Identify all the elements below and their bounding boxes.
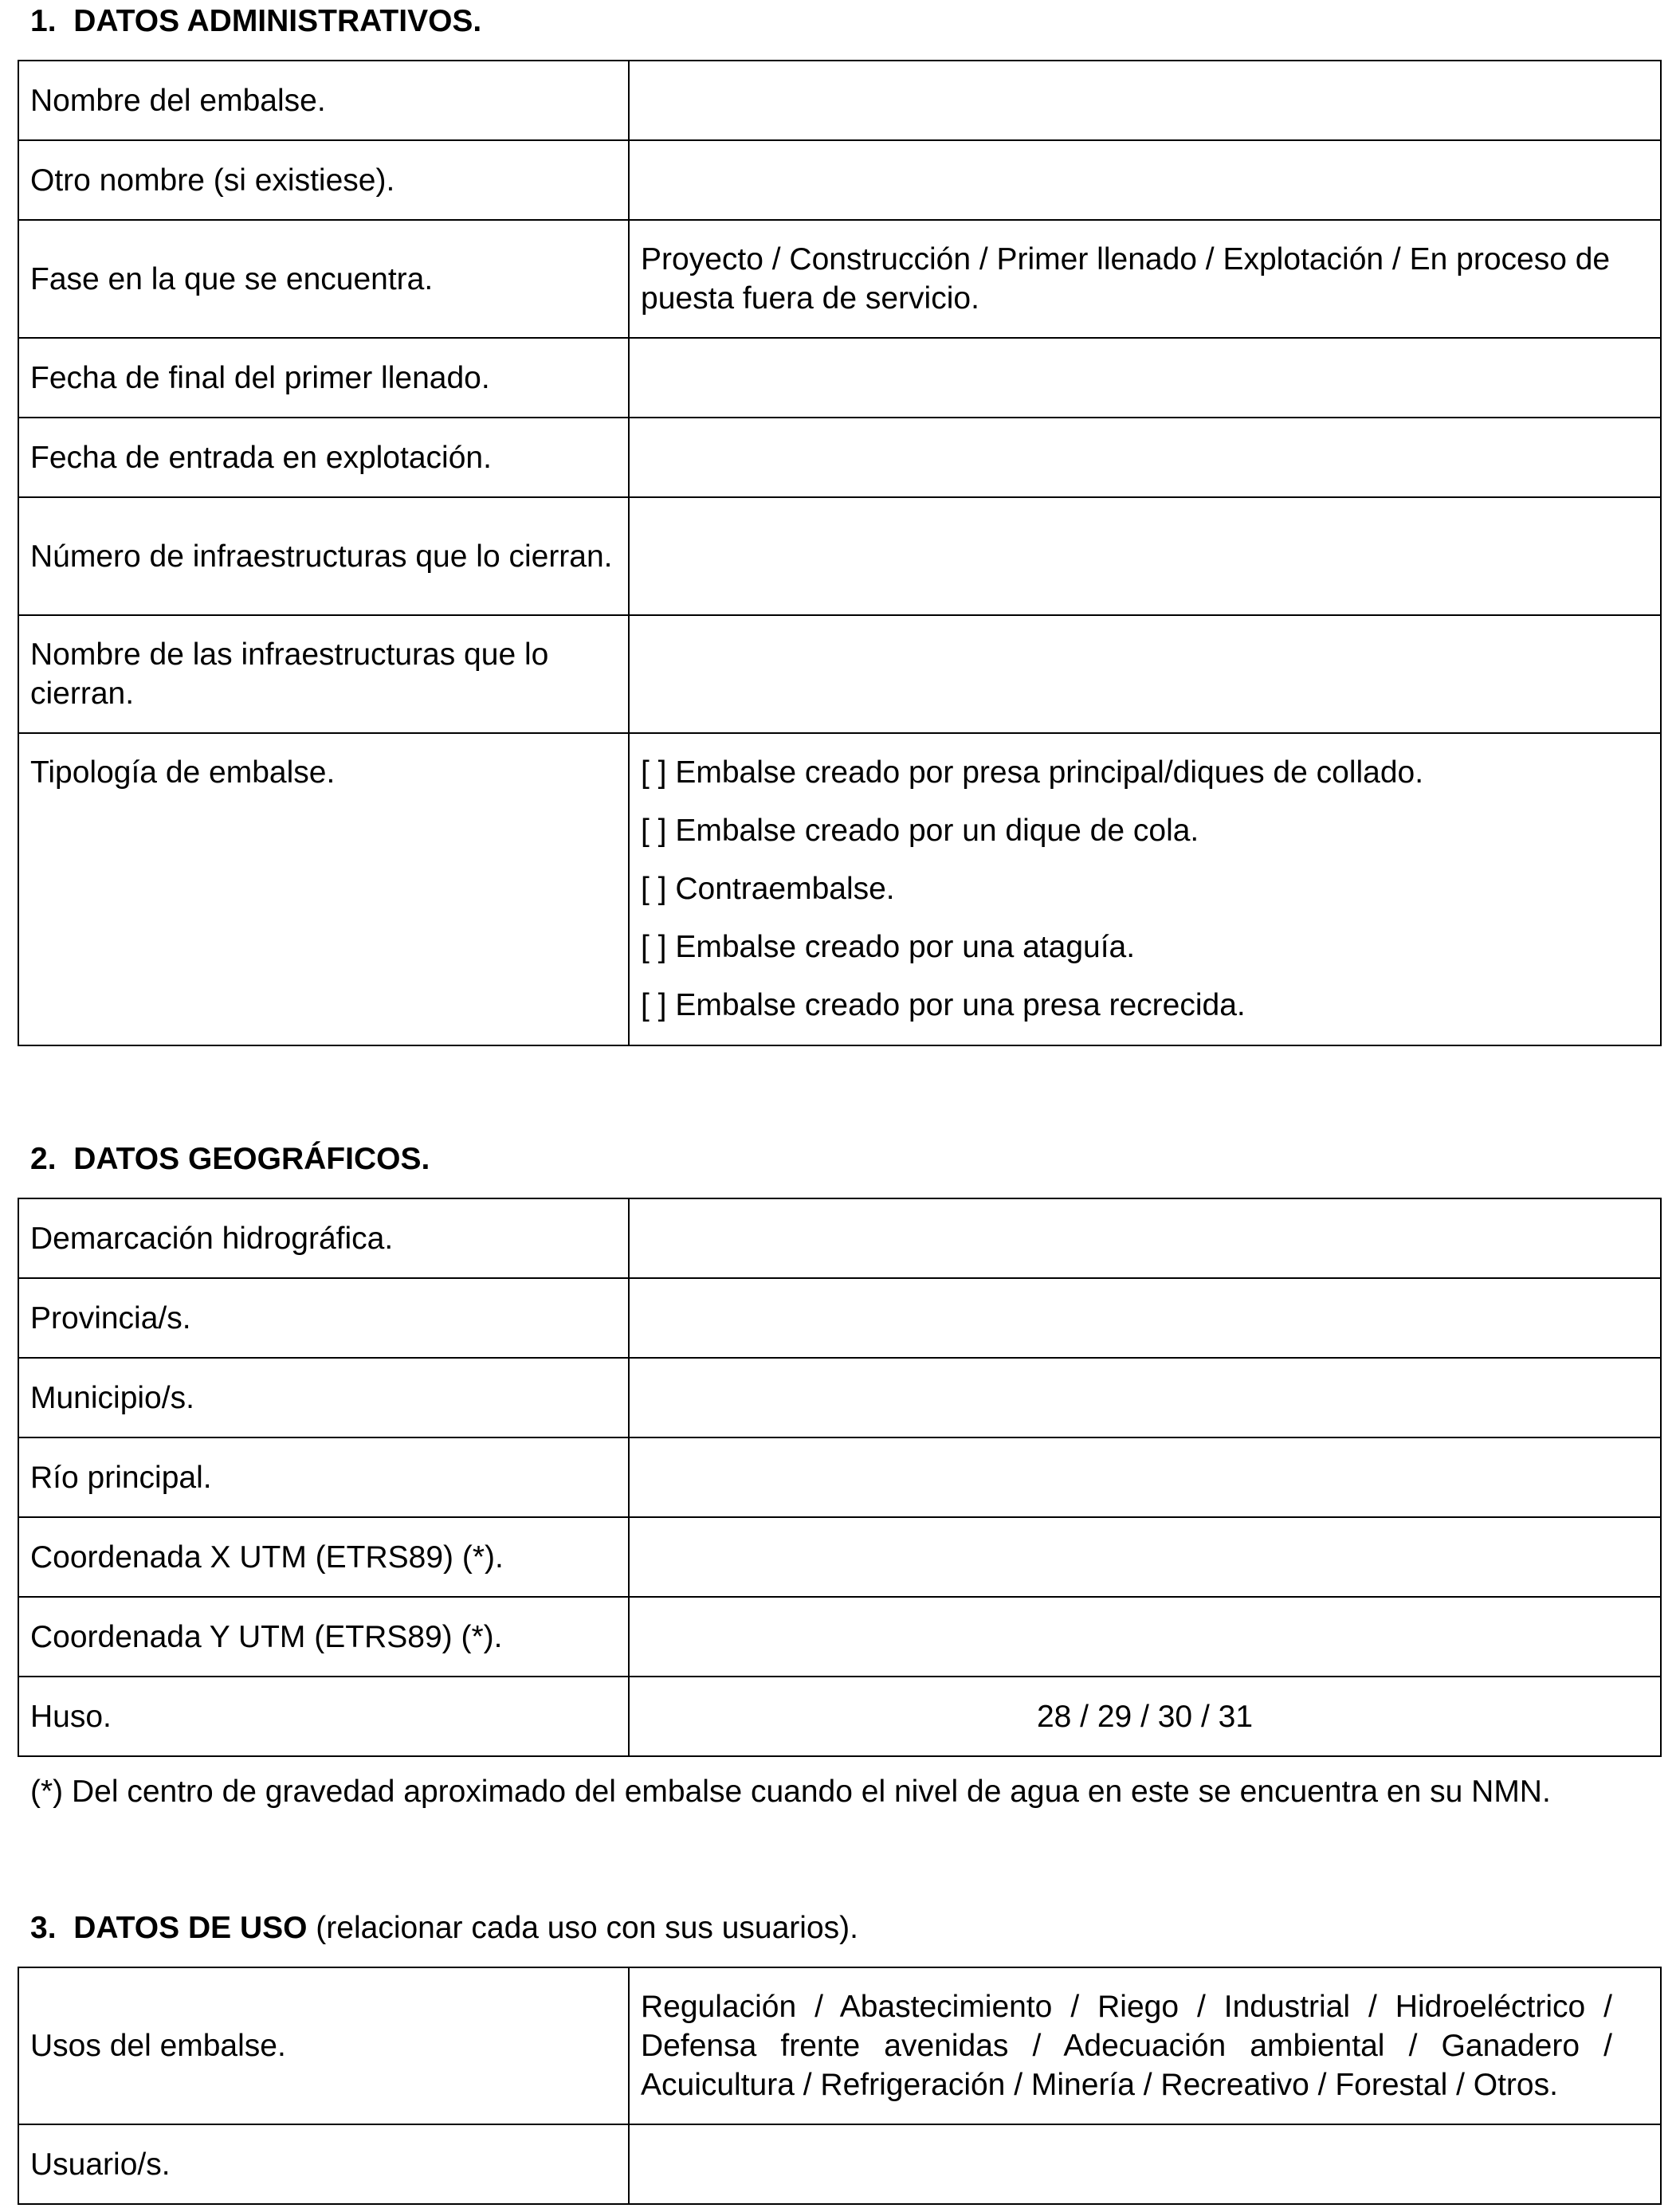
row-label: Fecha de final del primer llenado. — [18, 338, 629, 418]
table-row — [18, 615, 1661, 733]
administrative-data-table — [18, 60, 1662, 1046]
table-row — [18, 61, 1661, 140]
row-label: Municipio/s. — [18, 1358, 629, 1437]
main-river-field[interactable] — [629, 1437, 1661, 1517]
section-3-subtitle: (relacionar cada uso con sus usuarios). — [307, 1911, 858, 1945]
table-row — [18, 2124, 1661, 2204]
utm-zone-field[interactable]: 28 / 29 / 30 / 31 — [629, 1677, 1661, 1756]
infrastructure-names-field[interactable] — [629, 615, 1661, 733]
table-row — [18, 497, 1661, 615]
row-label: Usos del embalse. — [18, 1967, 629, 2124]
province-field[interactable] — [629, 1278, 1661, 1358]
typology-option[interactable]: [ ] Embalse creado por un dique de cola. — [641, 814, 1199, 848]
table-row — [18, 733, 1661, 1045]
table-row — [18, 1677, 1661, 1756]
table-row — [18, 1437, 1661, 1517]
table-row — [18, 220, 1661, 338]
section-1-heading: DATOS ADMINISTRATIVOS. — [73, 4, 482, 38]
row-label: Nombre de las infraestructuras que lo cierran. — [18, 615, 629, 733]
section-3-heading: DATOS DE USO — [73, 1911, 308, 1945]
row-label: Fecha de entrada en explotación. — [18, 418, 629, 497]
phase-field[interactable]: Proyecto / Construcción / Primer llenado / Explotación / En proceso de puesta fuera de servicio. — [629, 220, 1661, 338]
utm-x-field[interactable] — [629, 1517, 1661, 1597]
typology-option[interactable]: [ ] Embalse creado por una ataguía. — [641, 930, 1136, 964]
table-row — [18, 140, 1661, 220]
operation-date-field[interactable] — [629, 418, 1661, 497]
users-field[interactable] — [629, 2124, 1661, 2204]
section-3-title — [30, 1910, 858, 1947]
reservoir-name-field[interactable] — [629, 61, 1661, 140]
row-label: Fase en la que se encuentra. — [18, 220, 629, 338]
table-row — [18, 1358, 1661, 1437]
section-3-number: 3. — [30, 1911, 57, 1945]
typology-option[interactable]: [ ] Embalse creado por presa principal/diques de collado. — [641, 755, 1424, 790]
row-label: Provincia/s. — [18, 1278, 629, 1358]
table-row — [18, 1597, 1661, 1677]
table-row — [18, 418, 1661, 497]
row-label: Río principal. — [18, 1437, 629, 1517]
table-row — [18, 338, 1661, 418]
table-row — [18, 1967, 1661, 2124]
section-2-heading: DATOS GEOGRÁFICOS. — [73, 1142, 430, 1176]
section-1-title — [30, 3, 481, 40]
row-label: Otro nombre (si existiese). — [18, 140, 629, 220]
row-label: Coordenada X UTM (ETRS89) (*). — [18, 1517, 629, 1597]
footnote: (*) Del centro de gravedad aproximado del embalse cuando el nivel de agua en este se encuentra en su NMN. — [30, 1775, 1551, 1809]
other-name-field[interactable] — [629, 140, 1661, 220]
row-label: Coordenada Y UTM (ETRS89) (*). — [18, 1597, 629, 1677]
geographic-data-table — [18, 1198, 1662, 1757]
reservoir-uses-field[interactable]: Regulación / Abastecimiento / Riego / Industrial / Hidroeléctrico / Defensa frente avenidas / Adecuación ambiental / Ganadero / Acuicultura / Refrigeración / Minería / Recreativo / Forestal / Otros. — [629, 1967, 1661, 2124]
row-label: Demarcación hidrográfica. — [18, 1198, 629, 1278]
section-2-number: 2. — [30, 1142, 57, 1176]
first-filling-date-field[interactable] — [629, 338, 1661, 418]
infrastructure-count-field[interactable] — [629, 497, 1661, 615]
typology-option[interactable]: [ ] Contraembalse. — [641, 872, 895, 906]
usage-data-table — [18, 1967, 1662, 2205]
row-label: Huso. — [18, 1677, 629, 1756]
table-row — [18, 1517, 1661, 1597]
section-1-number: 1. — [30, 4, 57, 38]
row-label: Número de infraestructuras que lo cierran. — [18, 497, 629, 615]
table-row — [18, 1198, 1661, 1278]
utm-y-field[interactable] — [629, 1597, 1661, 1677]
typology-option[interactable]: [ ] Embalse creado por una presa recrecida. — [641, 988, 1246, 1022]
municipality-field[interactable] — [629, 1358, 1661, 1437]
table-row — [18, 1278, 1661, 1358]
row-label: Usuario/s. — [18, 2124, 629, 2204]
hydrographic-district-field[interactable] — [629, 1198, 1661, 1278]
typology-options — [629, 733, 1661, 1045]
section-2-title — [30, 1141, 430, 1178]
row-label: Nombre del embalse. — [18, 61, 629, 140]
row-label: Tipología de embalse. — [18, 733, 629, 1045]
